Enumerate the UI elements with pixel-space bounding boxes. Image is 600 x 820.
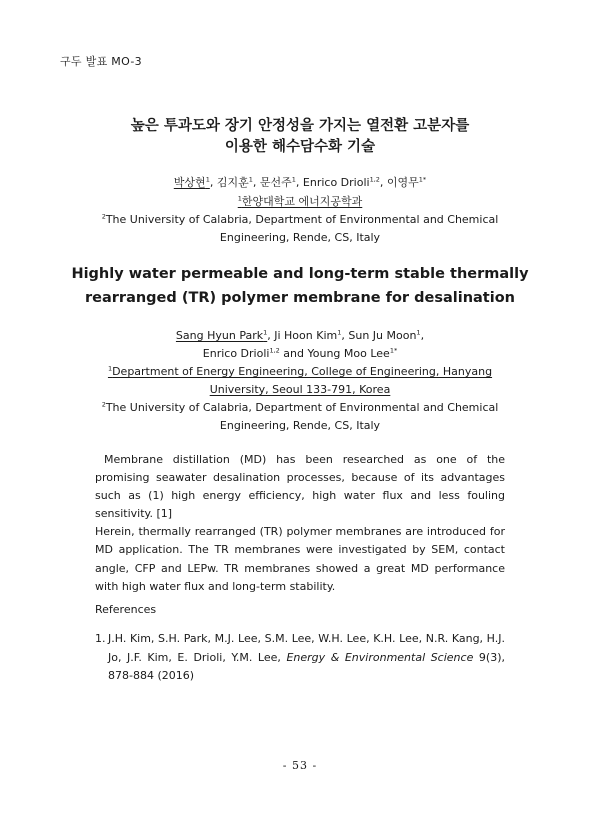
english-authors-line2: Enrico Drioli$^{1,2}$ and Young Moo Lee$^{1*}$	[202, 346, 398, 360]
reference-text: J.H. Kim, S.H. Park, M.J. Lee, S.M. Lee, W.H. Lee, K.H. Lee, N.R. Kang, H.J. Jo, J.F. Kim, E. Drioli, Y.M. Lee, Energy & Environmental Science 9(3), 878-884 (2016)	[108, 632, 505, 682]
english-title-line1: Highly water permeable and long-term stable thermally	[71, 266, 529, 282]
korean-author: Enrico Drioli$^{1,2}$	[302, 175, 380, 189]
abstract-body	[95, 451, 505, 596]
page-number: - 53 -	[282, 759, 318, 772]
reference-number: 1.	[95, 632, 106, 645]
korean-author: 문선주$^1$	[259, 175, 296, 189]
korean-title-line2: 이용한 해수담수화 기술	[224, 139, 376, 155]
english-affiliation-2-line2: Engineering, Rende, CS, Italy	[219, 419, 381, 432]
english-authors-line1: Sang Hyun Park$^1$, Ji Hoon Kim$^1$, Sun Ju Moon$^1$,	[175, 328, 425, 342]
korean-affiliation-2-line2: Engineering, Rende, CS, Italy	[219, 231, 381, 244]
references-heading: References	[95, 603, 157, 616]
session-code: 구두 발표 MO-3	[60, 55, 142, 68]
korean-author-presenter: 박상현$^1$	[173, 175, 210, 189]
english-affiliation-2-line1: $^2$The University of Calabria, Department of Environmental and Chemical	[101, 400, 499, 414]
korean-author: 김지훈$^1$	[216, 175, 253, 189]
english-author-presenter: Sang Hyun Park$^1$	[175, 328, 268, 342]
abstract-paragraph-1: Membrane distillation (MD) has been researched as one of the promising seawater desalination processes, because of its advantages such as (1) high energy efficiency, high water flux and less fouling sensitivity. [1]	[95, 453, 505, 521]
korean-affiliation-2-line1: $^2$The University of Calabria, Department of Environmental and Chemical	[101, 212, 499, 226]
english-author: Sun Ju Moon$^1$	[348, 328, 421, 342]
english-author: Ji Hoon Kim$^1$	[274, 328, 342, 342]
english-affiliation-1-line1: $^1$Department of Energy Engineering, College of Engineering, Hanyang	[107, 364, 493, 378]
reference-journal: Energy & Environmental Science	[286, 650, 474, 664]
english-affiliation-1-line2: University, Seoul 133-791, Korea	[209, 383, 391, 396]
korean-affiliation-1: $^1$한양대학교 에너지공학과	[237, 194, 363, 208]
english-title-line2: rearranged (TR) polymer membrane for desalination	[85, 290, 515, 306]
korean-title-line1: 높은 투과도와 장기 안정성을 가지는 열전환 고분자를	[130, 118, 470, 134]
korean-author: 이영무$^{1*}$	[386, 175, 427, 189]
korean-authors: 박상현$^1$, 김지훈$^1$, 문선주$^1$, Enrico Drioli$^{1,2}$, 이영무$^{1*}$	[173, 175, 427, 189]
reference-item	[95, 630, 505, 686]
abstract-paragraph-2: Herein, thermally rearranged (TR) polymer membranes are introduced for MD application. The TR membranes were investigated by SEM, contact angle, CFP and LEPw. TR membranes showed a great MD performance with high water flux and long-term stability.	[95, 525, 505, 593]
